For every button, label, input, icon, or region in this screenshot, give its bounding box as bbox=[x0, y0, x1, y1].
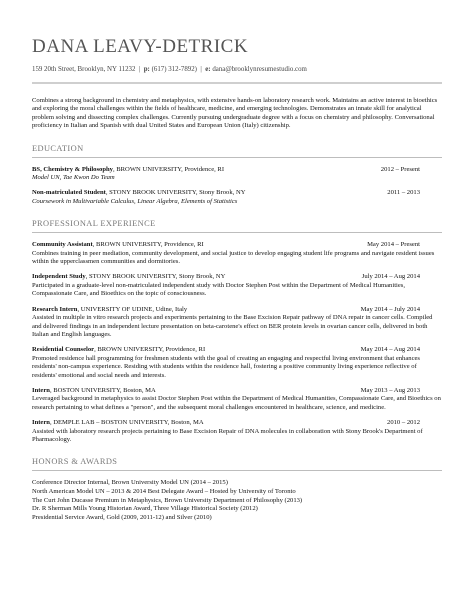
entry-header bbox=[32, 166, 442, 174]
entry-header bbox=[32, 273, 442, 281]
entry-role: Independent Study bbox=[32, 273, 86, 281]
entry-title bbox=[32, 346, 205, 354]
entry-organization: , BROWN UNIVERSITY, Providence, RI bbox=[112, 165, 225, 173]
education-list bbox=[32, 166, 442, 207]
honor-item: Presidential Service Award, Gold (2009, 2011-12) and Silver (2010) bbox=[32, 513, 212, 521]
entry-description: Assisted in multiple in vitro research projects and experiments pertaining to the Base Excision Repair pathway of DNA repair in cancer cells. Compiled and delivered findings in an independent lecture presentation on beta-carotene's effect on BER protein levels in ovarian cancer cells, delivered in both Italian and English languages. bbox=[32, 314, 433, 338]
entry-date: 2012 – Present bbox=[380, 165, 420, 173]
entry-item bbox=[32, 241, 442, 266]
entry-role: Residential Counselor bbox=[32, 346, 95, 354]
entry-role: Community Assistant bbox=[32, 241, 93, 249]
entry-description: Assisted with laboratory research projects pertaining to Base Excision Repair of DNA molecules in collaboration with Stony Brook's Department of Pharmacology. bbox=[32, 427, 423, 443]
entry-organization: , BROWN UNIVERSITY, Providence, RI bbox=[92, 241, 204, 249]
entry-description: Leveraged background in metaphysics to assist Doctor Stephen Post within the Department of Medical Humanities, Compassionate Care, and Bioethics on research pertaining to what defines a "person", and the subsequent moral challenges encountered in healthcare, science, and medicine. bbox=[32, 395, 441, 411]
entry-role: Intern bbox=[32, 419, 50, 427]
entry-description: Combines training in peer mediation, community development, and social justice to develop engaging student life programs and navigate resident issues within the upperclassmen communities and dormitories. bbox=[32, 249, 435, 266]
entry-date: May 2014 – Present bbox=[367, 241, 420, 249]
section-title-education: EDUCATION bbox=[32, 143, 84, 153]
entry-date: May 2013 – Aug 2013 bbox=[360, 386, 420, 394]
entry-title bbox=[32, 241, 204, 249]
honors-list bbox=[32, 479, 442, 522]
entry-item bbox=[32, 166, 442, 183]
entry-organization: , UNIVERSITY OF UDINE, Udine, Italy bbox=[77, 305, 188, 313]
entry-description: Participated in a graduate-level non-matriculated independent study with Doctor Stephen Post within the Department of Medical Humanities, Compassionate Care, and Bioethics on the topic of consciousness. bbox=[32, 281, 405, 298]
entry-header bbox=[32, 419, 442, 427]
entry-header bbox=[32, 387, 442, 395]
entry-date: May 2014 – Aug 2014 bbox=[360, 346, 420, 354]
entry-header bbox=[32, 346, 442, 354]
separator: | bbox=[200, 66, 202, 73]
entry-title bbox=[32, 273, 225, 281]
honor-item: Dr. R Sherman Mills Young Historian Award, Three Village Historical Society (2012) bbox=[32, 505, 258, 513]
entry-item bbox=[32, 273, 442, 298]
section-divider bbox=[32, 157, 442, 158]
entry-date: 2010 – 2012 bbox=[387, 419, 420, 427]
entry-details: Model UN, Tae Kwon Do Team bbox=[32, 174, 115, 182]
phone: (617) 312-7892) bbox=[151, 66, 197, 73]
experience-list bbox=[32, 241, 442, 444]
entry-title bbox=[32, 166, 224, 174]
email-label: e: bbox=[205, 66, 211, 73]
email-link[interactable]: dana@brooklynresumestudio.com bbox=[212, 66, 307, 73]
entry-header bbox=[32, 306, 442, 314]
entry-organization: , BROWN UNIVERSITY, Providence, RI bbox=[94, 346, 206, 354]
honor-item: Conference Director Internal, Brown University Model UN (2014 – 2015) bbox=[32, 479, 228, 487]
entry-header bbox=[32, 241, 442, 249]
candidate-name: DANA LEAVY-DETRICK bbox=[32, 36, 249, 57]
entry-role: Non-matriculated Student bbox=[32, 189, 106, 197]
section-title-experience: PROFESSIONAL EXPERIENCE bbox=[32, 219, 156, 229]
entry-title bbox=[32, 189, 245, 197]
entry-title bbox=[32, 387, 156, 395]
entry-role: Intern bbox=[32, 386, 50, 394]
entry-date: July 2014 – Aug 2014 bbox=[361, 273, 420, 281]
honor-item: The Curt John Ducasse Premium in Metaphysics, Brown University Department of Philosophy (2013) bbox=[32, 496, 303, 504]
entry-role: Research Intern bbox=[32, 305, 78, 313]
summary-paragraph: Combines a strong background in chemistry and metaphysics, with extensive hands-on laboratory research work. Maintains an active interest in bioethics and exploring the moral challenges within the fields of healthcare, medicine, and emerging technologies. Demonstrates an innate skill for analytical problem solving and dissecting complex challenges. Currently pursuing undergraduate degree with a focus on chemistry and philosophy. Conversational proficiency in Italian and Spanish with dual United States and European Union (Italy) citizenship. bbox=[32, 97, 438, 130]
entry-organization: , DEMPLE LAB – BOSTON UNIVERSITY, Boston, MA bbox=[49, 419, 204, 427]
section-divider bbox=[32, 232, 442, 233]
entry-header bbox=[32, 189, 442, 197]
entry-item bbox=[32, 189, 442, 206]
entry-item bbox=[32, 387, 442, 412]
entry-title bbox=[32, 306, 187, 314]
entry-item bbox=[32, 346, 442, 380]
section-title-honors: HONORS & AWARDS bbox=[32, 457, 118, 467]
entry-date: May 2014 – July 2014 bbox=[360, 305, 420, 313]
header-divider bbox=[32, 82, 442, 84]
contact-line bbox=[32, 65, 442, 74]
phone-label: p: bbox=[143, 66, 150, 73]
entry-organization: , BOSTON UNIVERSITY, Boston, MA bbox=[49, 386, 156, 394]
entry-organization: , STONY BROOK UNIVERSITY, Stony Brook, NY bbox=[105, 189, 246, 197]
address: 159 20th Street, Brooklyn, NY 11232 bbox=[32, 66, 136, 73]
entry-description: Promoted residence hall programming for freshmen students with the goal of creating an engaging and respectful living environment that enhances residents' non-campus experience. Residing with students within the residence hall, fostering a positive community living experience reflective of residents' emotional and social needs and interests. bbox=[32, 354, 420, 379]
entry-item bbox=[32, 419, 442, 444]
entry-role: BS, Chemistry & Philosophy bbox=[32, 165, 113, 173]
section-divider bbox=[32, 470, 442, 471]
entry-date: 2011 – 2013 bbox=[387, 189, 420, 197]
entry-item bbox=[32, 306, 442, 340]
entry-details: Coursework in Multivariable Calculus, Linear Algebra, Elements of Statistics bbox=[32, 197, 238, 205]
entry-title bbox=[32, 419, 204, 427]
honor-item: North American Model UN – 2013 & 2014 Best Delegate Award – Hosted by University of Toronto bbox=[32, 487, 296, 495]
entry-organization: , STONY BROOK UNIVERSITY, Stony Brook, NY bbox=[85, 273, 226, 281]
separator: | bbox=[138, 66, 141, 73]
